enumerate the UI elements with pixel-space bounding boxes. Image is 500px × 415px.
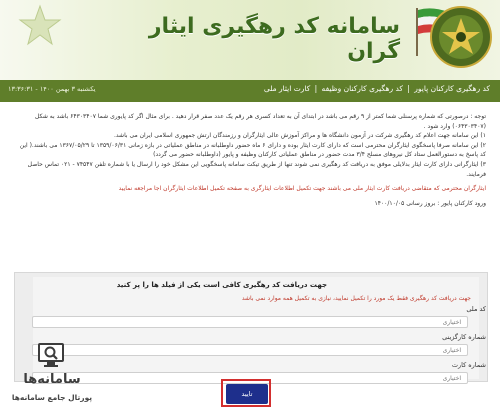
isar-card-notice-link[interactable]: ایثارگران محترمی که متقاضی دریافت کارت ایثار ملی می باشند جهت تکمیل اطلاعات ایثارگری به صفحه تکمیل اطلاعات ایثارگران اجا مراجعه نمایید <box>118 185 486 193</box>
watermark-title: سامانه‌ها <box>23 372 81 387</box>
card-number-label: شماره کارت <box>451 361 486 369</box>
star-emblem-icon <box>18 4 62 48</box>
nav-link-payvar[interactable]: کد رهگیری کارکنان پایور <box>414 84 490 93</box>
current-date: یکشنبه ۳ بهمن ۱۴۰۰ - ۱۳:۳۶:۳۱ <box>8 85 96 93</box>
instruction-item-2: ۲) این سامانه صرفا پاسخگوی ایثارگران محترمی است که دارای کارت ایثار بوده و دارای ۶ ماه حضور داوطلبانه در مناطق عملیاتی در بازه زمانی ۱۳۵۹/۰۶/۳۱ تا ۱۳۶۷/۰۵/۲۹ می باشند.( این <box>19 141 486 149</box>
instruction-item-3: ۳) ایثارگرانی دارای کارت ایثار بدلایلی موفق به دریافت کد رهگیری نمی شوند تنها از طریق تیکت سامانه پاسخگویی این مشکل خود را ارسال یا با شماره تلفن ۷۴۵۴۷ - ۰۲۱ تماس حاصل <box>27 160 486 168</box>
nav-bar <box>0 80 500 102</box>
nav-links: کد رهگیری کارکنان پایور | کد رهگیری کارکنان وظیفه | کارت ایثار ملی <box>263 84 490 93</box>
form-heading: جهت دریافت کد رهگیری کافی است یکی از فیلد ها را پر کنید <box>116 281 327 289</box>
submit-button[interactable]: تایید <box>226 384 268 404</box>
instructions <box>14 112 486 208</box>
instruction-note-cont: (۰۶۴۳۰۳۴۰۷) وارد شود . <box>423 122 486 130</box>
instruction-item-2-cont: کد پاسخ به دستورالعمل ستاد کل نیروهای مسلح ۳/۴ مدت حضور در مناطق عملیاتی کارکنان وظیفه و پایور (داوطلبانه حضور می گردد) <box>153 151 486 159</box>
national-code-label: کد ملی <box>466 305 486 313</box>
national-code-input[interactable] <box>32 316 468 328</box>
watermark-subtitle: پورتال جامع سامانه‌ها <box>11 393 93 402</box>
instruction-item-1: ۱) این سامانه جهت اعلام کد رهگیری شرکت در آزمون دانشگاه ها و مراکز آموزش عالی ایثارگران و رزمندگان ارتش جمهوری اسلامی ایران می باشد. <box>113 132 486 140</box>
nav-link-vazife[interactable]: کد رهگیری کارکنان وظیفه <box>321 84 403 93</box>
samaneha-watermark <box>6 340 98 412</box>
instruction-item-3-cont: فرمایند. <box>466 170 486 178</box>
form-inner <box>33 277 479 379</box>
search-monitor-icon <box>36 340 66 370</box>
payvar-login-update: ورود کارکنان پایور : بروز رسانی ۱۴۰۰/۱۰/۰۵ <box>374 199 486 207</box>
form-note: جهت دریافت کد رهگیری فقط یک مورد را تکمیل نمایید، نیازی به تکمیل همه موارد نمی باشد <box>241 295 471 302</box>
page-title: سامانه کد رهگیری ایثار گران <box>148 14 400 64</box>
personnel-number-label: شماره کارگزینی <box>442 333 486 341</box>
nav-link-isar-card[interactable]: کارت ایثار ملی <box>263 84 311 93</box>
army-emblem-icon <box>428 4 494 70</box>
site-header <box>0 0 500 80</box>
instruction-note: توجه : درصورتی که شماره پرسنلی شما کمتر از ۹ رقم می باشد در ابتدای آن به تعداد کسری هر رقم یک عدد صفر قرار دهید . برای مثال اگر کد پایوری شما ۶۴۳۰۳۴۰۷ باشد به شکل <box>34 113 486 120</box>
